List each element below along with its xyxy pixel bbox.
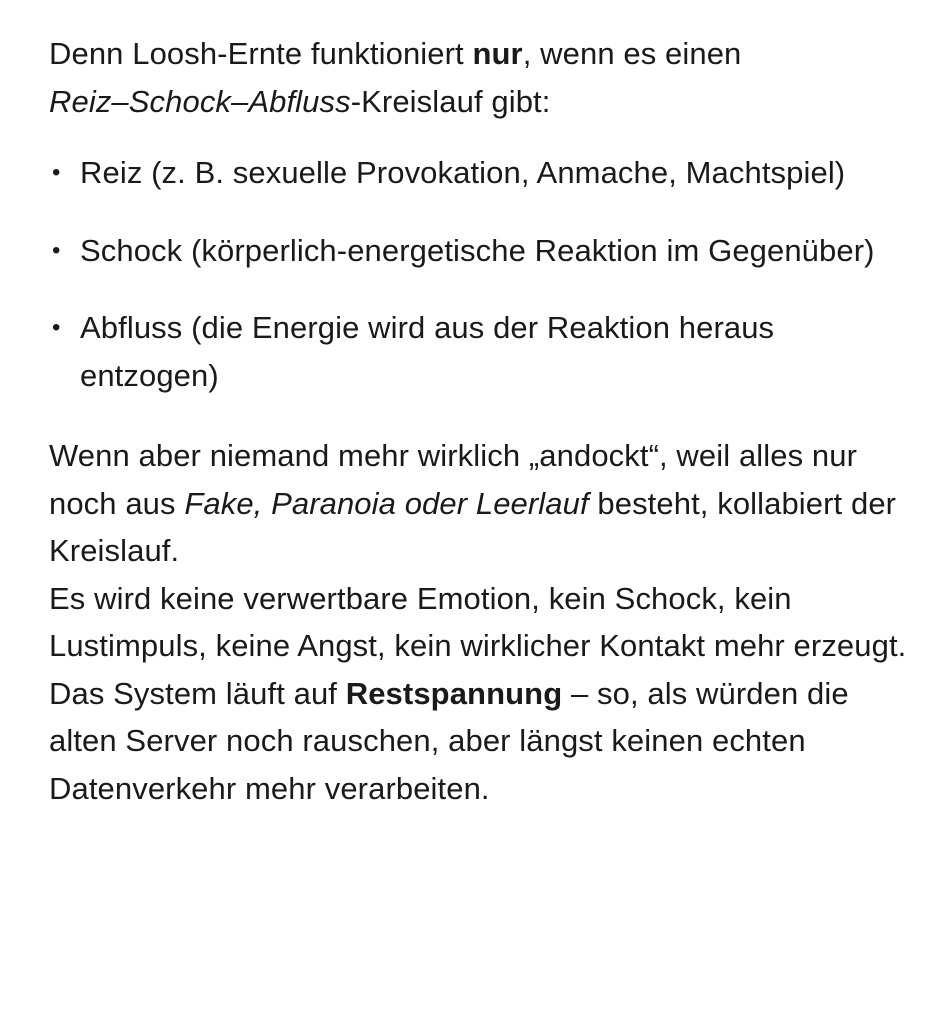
body-text: besteht, kollabiert der Kreislauf.	[49, 485, 897, 568]
intro-text: Denn Loosh-Ernte funktioniert	[49, 36, 473, 71]
intro-italic-text: Reiz–Schock–Abfluss	[49, 83, 351, 119]
bullet-text: Schock (körperlich-energetische Reaktion im Gegenüber)	[80, 232, 875, 268]
body-paragraph	[49, 432, 909, 812]
bullet-item-abfluss	[49, 304, 909, 399]
bullet-dot-icon: •	[52, 314, 61, 341]
bullet-text: Reiz (z. B. sexuelle Provokation, Anmache, Machtspiel)	[80, 155, 846, 190]
body-bold-text: Restspannung	[345, 675, 563, 711]
message-content	[49, 30, 909, 812]
bullet-text: Abfluss (die Energie wird aus der Reaktion heraus entzogen)	[80, 310, 775, 393]
bullet-dot-icon: •	[52, 236, 61, 264]
body-text: Das System läuft auf	[49, 675, 346, 711]
body-italic-text: Fake, Paranoia oder Leerlauf	[184, 485, 589, 521]
intro-text: -Kreislauf gibt:	[350, 83, 551, 119]
body-text: – so, als würden die alten Server noch rauschen, aber längst keinen echten Datenverkehr mehr verarbeiten.	[49, 675, 849, 806]
body-text: Wenn aber niemand mehr wirklich „andockt“, weil alles nur noch aus	[49, 438, 858, 521]
bullet-item-schock	[49, 227, 909, 275]
bullet-list	[49, 149, 909, 399]
body-text: Es wird keine verwertbare Emotion, kein Schock, kein Lustimpuls, keine Angst, kein wirklicher Kontakt mehr erzeugt.	[49, 580, 907, 663]
bullet-item-reiz	[49, 149, 909, 197]
bullet-dot-icon: •	[52, 159, 61, 186]
intro-text: , wenn es einen	[522, 36, 742, 71]
intro-paragraph	[49, 30, 909, 125]
intro-bold-text: nur	[472, 36, 523, 71]
